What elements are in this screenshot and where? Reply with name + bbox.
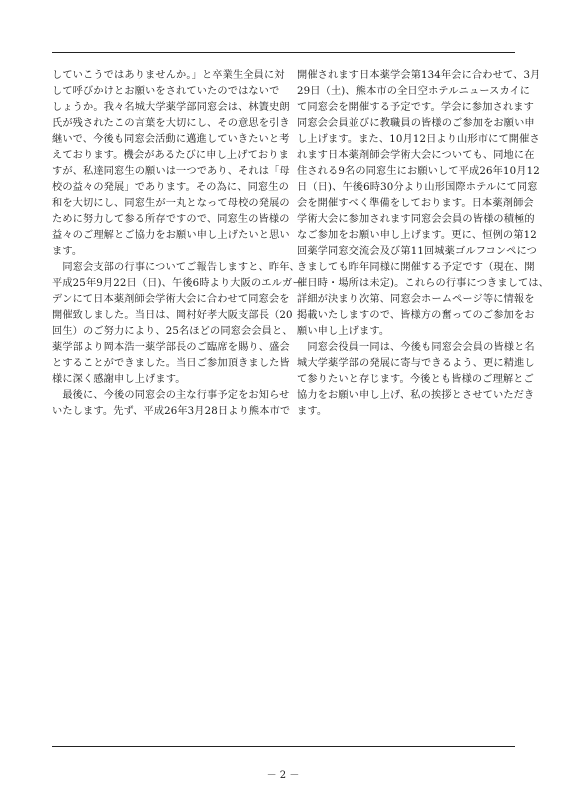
text-line: 継いで、今後も同窓会活動に邁進していきたいと考 [52, 134, 290, 145]
text-line: 平成25年9月22日（日)、午後6時より大阪のエルガー [52, 278, 303, 289]
top-rule [52, 52, 515, 53]
text-line: 学術大会に参加されます同窓会会員の皆様の積極的 [297, 214, 535, 225]
text-line: 回薬学同窓交流会及び第11回城薬ゴルフコンペにつ [297, 246, 537, 257]
text-line: なご参加をお願い申し上げます。更に、恒例の第12 [297, 230, 537, 241]
text-line: ます。 [52, 246, 83, 257]
text-line: すが、私達同窓生の願いは一つであり、それは「母 [52, 166, 290, 177]
text-line: 協力をお願い申し上げ、私の挨拶とさせていただき [297, 390, 535, 401]
text-line: 会を開催すべく準備をしております。日本薬剤師会 [297, 198, 534, 209]
text-line: ために努力して参る所存ですので、同窓生の皆様の [52, 214, 290, 225]
text-line: 住される9名の同窓生にお願いして平成26年10月12 [297, 166, 540, 177]
text-line: れます日本薬剤師会学術大会についても、同地に在 [297, 150, 535, 161]
text-line: 同窓会会員並びに教職員の皆様のご参加をお願い申 [297, 118, 535, 129]
text-line: 日（日)、午後6時30分より山形国際ホテルにて同窓 [297, 182, 538, 193]
page-number: － 2 － [266, 770, 300, 781]
left-column [52, 68, 303, 420]
text-line: 薬学部より岡本浩一薬学部長のご臨席を賜り、盛会 [52, 342, 290, 353]
text-line: いたします。先ず、平成26年3月28日より熊本市で [52, 406, 291, 417]
text-line: していこうではありませんか。」と卒業生全員に対 [52, 70, 285, 81]
text-line: して呼びかけとお願いをされていたのではないで [52, 86, 280, 97]
text-line: 最後に、今後の同窓会の主な行事予定をお知らせ [52, 390, 290, 401]
text-line: 催日時・場所は未定)。これらの行事につきましては、 [297, 278, 550, 289]
text-line: 回生）のご努力により、25名ほどの同窓会会員と、 [52, 326, 293, 337]
text-line: 29日（土)、熊本市の全日空ホテルニュースカイに [297, 86, 531, 97]
text-line: て同窓会を開催する予定です。学会に参加されます [297, 102, 534, 113]
text-line: 願い申し上げます。 [297, 326, 390, 337]
text-line: 開催されます日本薬学会第134年会に合わせて、3月 [297, 70, 541, 81]
text-line: とすることができました。当日ご参加頂きました皆 [52, 358, 290, 369]
text-line: 校の益々の発展」であります。その為に、同窓生の [52, 182, 289, 193]
text-line: えております。機会があるたびに申し上げておりま [52, 150, 289, 161]
text-line: きましても昨年同様に開催する予定です（現在、開 [297, 262, 535, 273]
text-line: 掲載いたしますので、皆様方の奮ってのご参加をお [297, 310, 535, 321]
text-line: しょうか。我々名城大学薬学部同窓会は、林簀史朗 [52, 102, 290, 113]
text-line: 和を大切にし、同窓生が一丸となって母校の発展の [52, 198, 290, 209]
text-line: ます。 [297, 406, 328, 417]
text-line: 様に深く感謝申し上げます。 [52, 374, 186, 385]
text-line: 開催致しました。当日は、岡村好孝大阪支部長（20 [52, 310, 293, 321]
text-line: 詳細が決まり次第、同窓会ホームページ等に情報を [297, 294, 535, 305]
text-line: 氏が残されたこの言葉を大切にし、その意思を引き [52, 118, 290, 129]
text-line: 同窓会支部の行事についてご報告しますと、昨年、 [52, 262, 300, 273]
text-line: し上げます。また、10月12日より山形市にて開催さ [297, 134, 540, 145]
text-line: 益々のご理解とご協力をお願い申し上げたいと思い [52, 230, 290, 241]
text-line: 城大学薬学部の発展に寄与できるよう、更に精進し [297, 358, 535, 369]
text-line: て参りたいと存じます。今後とも皆様のご理解とご [297, 374, 534, 385]
bottom-rule [52, 746, 515, 747]
text-line: 同窓会役員一同は、今後も同窓会会員の皆様と名 [297, 342, 535, 353]
text-line: デンにて日本薬剤師会学術大会に合わせて同窓会を [52, 294, 290, 305]
right-column [297, 68, 550, 420]
